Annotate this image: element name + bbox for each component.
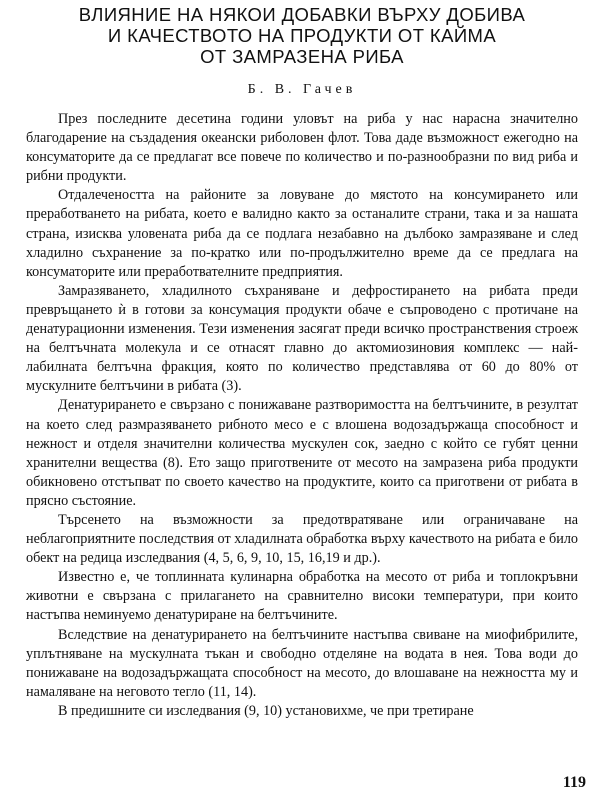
paragraph: Вследствие на денатурирането на белтъчините настъпва свиване на миофибрилите, уплътняване на мускулната тъкан и свободно отделяне на водата в нея. Това води до понижаване на водозадържащата способност на месото, до влошаване на нежността му и намаляване на неговото тегло (11, 14). xyxy=(26,626,578,700)
title-line: ВЛИЯНИЕ НА НЯКОИ ДОБАВКИ ВЪРХУ ДОБИВА xyxy=(78,4,526,25)
author-name: Б. В. Гачев xyxy=(247,82,357,97)
paragraph: През последните десетина години уловът на риба у нас нарасна значително благодарение на създадения океански риболовен флот. Това даде възможност ежегодно на консуматорите да се предлагат все повече по количество и по-разнообразни по вид риба и рибни продукти. xyxy=(26,111,578,185)
paragraph: Търсенето на възможности за предотвратяване или ограничаване на неблагоприятните последствия от хладилната обработка върху качеството на рибата е било обект на редица изследвания (4, 5, 6, 9, 10, 15, 16,19 и др.). xyxy=(26,511,578,567)
page-number: 119 xyxy=(562,774,586,791)
paragraph: Известно е, че топлинната кулинарна обработка на месото от риба и топлокръвни животни е свързана с прилагането на сравнително високи температури, при които настъпва неминуемо денатуриране на белтъчините. xyxy=(26,569,578,624)
title-line: ОТ ЗАМРАЗЕНА РИБА xyxy=(200,46,404,67)
paragraph: В предишните си изследвания (9, 10) установихме, че при третиране xyxy=(58,702,474,719)
title-line: И КАЧЕСТВОТО НА ПРОДУКТИ ОТ КАЙМА xyxy=(107,25,497,46)
paragraph: Отдалечеността на районите за ловуване до мястото на консумирането или преработването на рибата, което е валидно както за останалите страни, така и за нашата страна, изисква уловената риба да се подлага незабавно на дълбоко замразяване и след хладилно съхранение за по-кратко или по-продължително време да се предлага на консуматорите или преработвателните предприятия. xyxy=(26,187,578,280)
article-title xyxy=(26,4,578,67)
paragraph: Замразяването, хладилното съхраняване и дефростирането на рибата преди превръщането ѝ в готови за консумация продукти обаче е съпроводено с протичане на денатурационни изменения. Тези изменения засягат преди всичко пространствения строеж на белтъчната молекула и се отнасят главно до актомиозиновия комплекс — най-лабилната белтъчна фракция, която по количество представлява от 60 до 80% от мускулните белтъчини в рибата (3). xyxy=(26,282,578,395)
article-body xyxy=(26,110,578,721)
paragraph: Денатурирането е свързано с понижаване разтворимостта на белтъчините, в резултат на което след размразяването рибното месо е с влошена водозадържаща способност и нежност и отделя значителни количества мускулен сок, заедно с който се губят ценни хранителни вещества (8). Ето защо приготвените от месото на замразена риба продукти обикновено отстъпват по своето качество на продуктите, които са приготвени от рибата в прясно състояние. xyxy=(26,397,578,509)
